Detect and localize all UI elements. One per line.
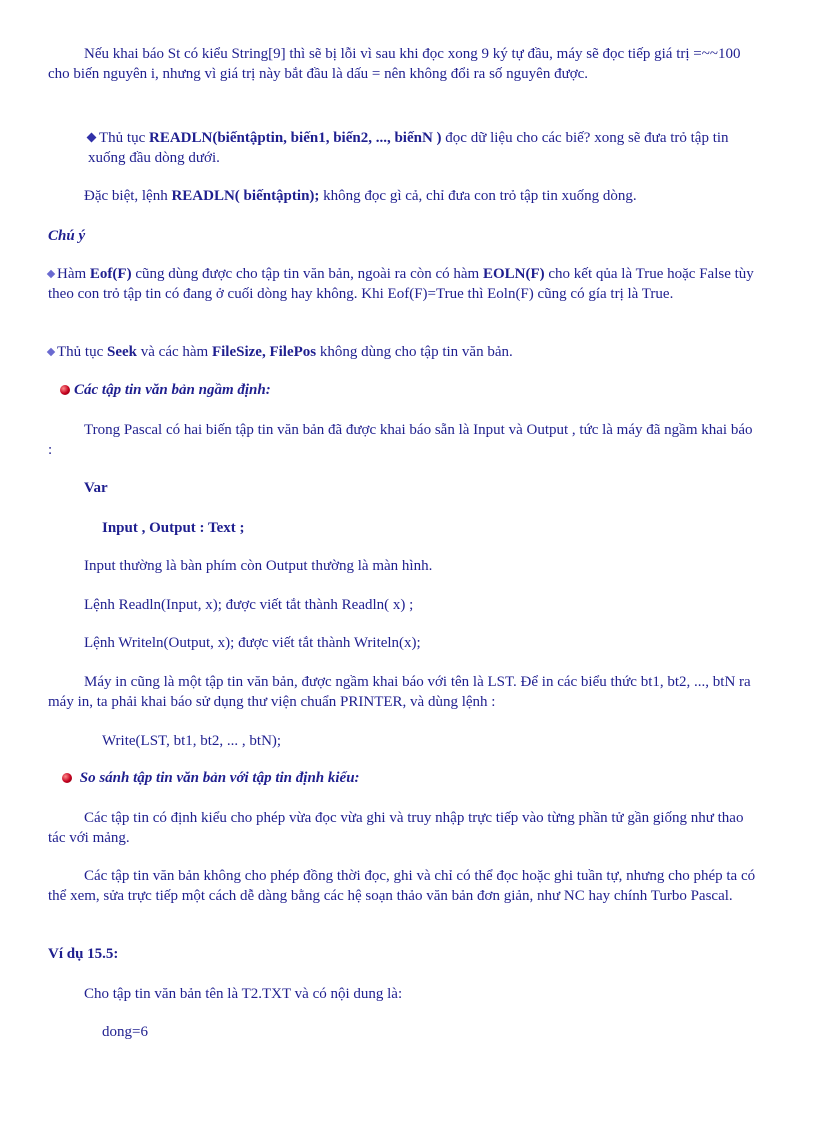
paragraph-readln: Thủ tục READLN(biếntậptin, biến1, biến2, ..., biếnN ) đọc dữ liệu cho các biế? xong sẽ đưa trỏ tập tin xuống đầu dòng dưới. <box>88 130 729 166</box>
example-heading: Ví dụ 15.5: <box>48 946 119 962</box>
paragraph-input-output: Input thường là bàn phím còn Output thường là màn hình. <box>84 558 433 574</box>
diamond-bullet-icon <box>47 348 55 356</box>
note-heading: Chú ý <box>48 228 86 244</box>
paragraph-string-error: Nếu khai báo St có kiểu String[9] thì sẽ bị lỗi vì sau khi đọc xong 9 ký tự đầu, máy sẽ đọc tiếp giá trị =~~100 cho biến nguyên i, nhưng vì giá trị này bắt đầu là dấu = nên không đổi ra số nguyên được. <box>48 46 741 82</box>
diamond-bullet-icon <box>87 133 97 143</box>
paragraph-pascal-default: Trong Pascal có hai biến tập tin văn bản đã được khai báo sẵn là Input và Output , tức là máy đã ngầm khai báo : <box>48 422 753 458</box>
section-heading-compare: So sánh tập tin văn bản với tập tin định kiểu: <box>62 768 772 788</box>
paragraph-typed-files: Các tập tin có định kiểu cho phép vừa đọc vừa ghi và truy nhập trực tiếp vào từng phần tử gần giống như thao tác với mảng. <box>48 810 744 846</box>
red-ball-bullet-icon <box>60 385 70 395</box>
paragraph-seek: Thủ tục Seek và các hàm FileSize, FilePos không dùng cho tập tin văn bản. <box>48 342 758 362</box>
red-ball-bullet-icon <box>62 773 72 783</box>
paragraph-writeln-short: Lệnh Writeln(Output, x); được viết tắt thành Writeln(x); <box>84 635 421 651</box>
paragraph-readln-special: Đặc biệt, lệnh READLN( biếntậptin); không đọc gì cả, chỉ đưa con trỏ tập tin xuống dòng. <box>84 188 637 204</box>
paragraph-text-files: Các tập tin văn bản không cho phép đồng thời đọc, ghi và chỉ có thể đọc hoặc ghi tuần tự, nhưng cho phép ta có thể xem, sửa trực tiếp một cách dễ dàng bằng các hệ soạn thảo văn bản đơn giản, như NC hay chính Turbo Pascal. <box>48 868 756 904</box>
diamond-bullet-icon <box>47 270 55 278</box>
section-heading-default-files: Các tập tin văn bản ngầm định: <box>60 380 770 400</box>
paragraph-printer: Máy in cũng là một tập tin văn bản, được ngầm khai báo với tên là LST. Để in các biểu thức bt1, bt2, ..., btN ra máy in, ta phải khai báo sử dụng thư viện chuẩn PRINTER, và dùng lệnh : <box>48 674 751 710</box>
paragraph-eof: Hàm Eof(F) cũng dùng được cho tập tin văn bản, ngoài ra còn có hàm EOLN(F) cho kết qủa là True hoặc False tùy theo con trỏ tập tin có đang ở cuối dòng hay không. Khi Eof(F)=True thì Eoln(F) cũng có gía trị là True. <box>48 266 754 302</box>
code-var-keyword: Var <box>84 480 108 496</box>
paragraph-t2-file: Cho tập tin văn bản tên là T2.TXT và có nội dung là: <box>84 986 403 1002</box>
code-var-declaration: Input , Output : Text ; <box>102 520 245 536</box>
code-dong-line: dong=6 <box>102 1024 148 1040</box>
paragraph-readln-short: Lệnh Readln(Input, x); được viết tắt thành Readln( x) ; <box>84 597 414 613</box>
code-write-lst: Write(LST, bt1, bt2, ... , btN); <box>102 733 282 749</box>
